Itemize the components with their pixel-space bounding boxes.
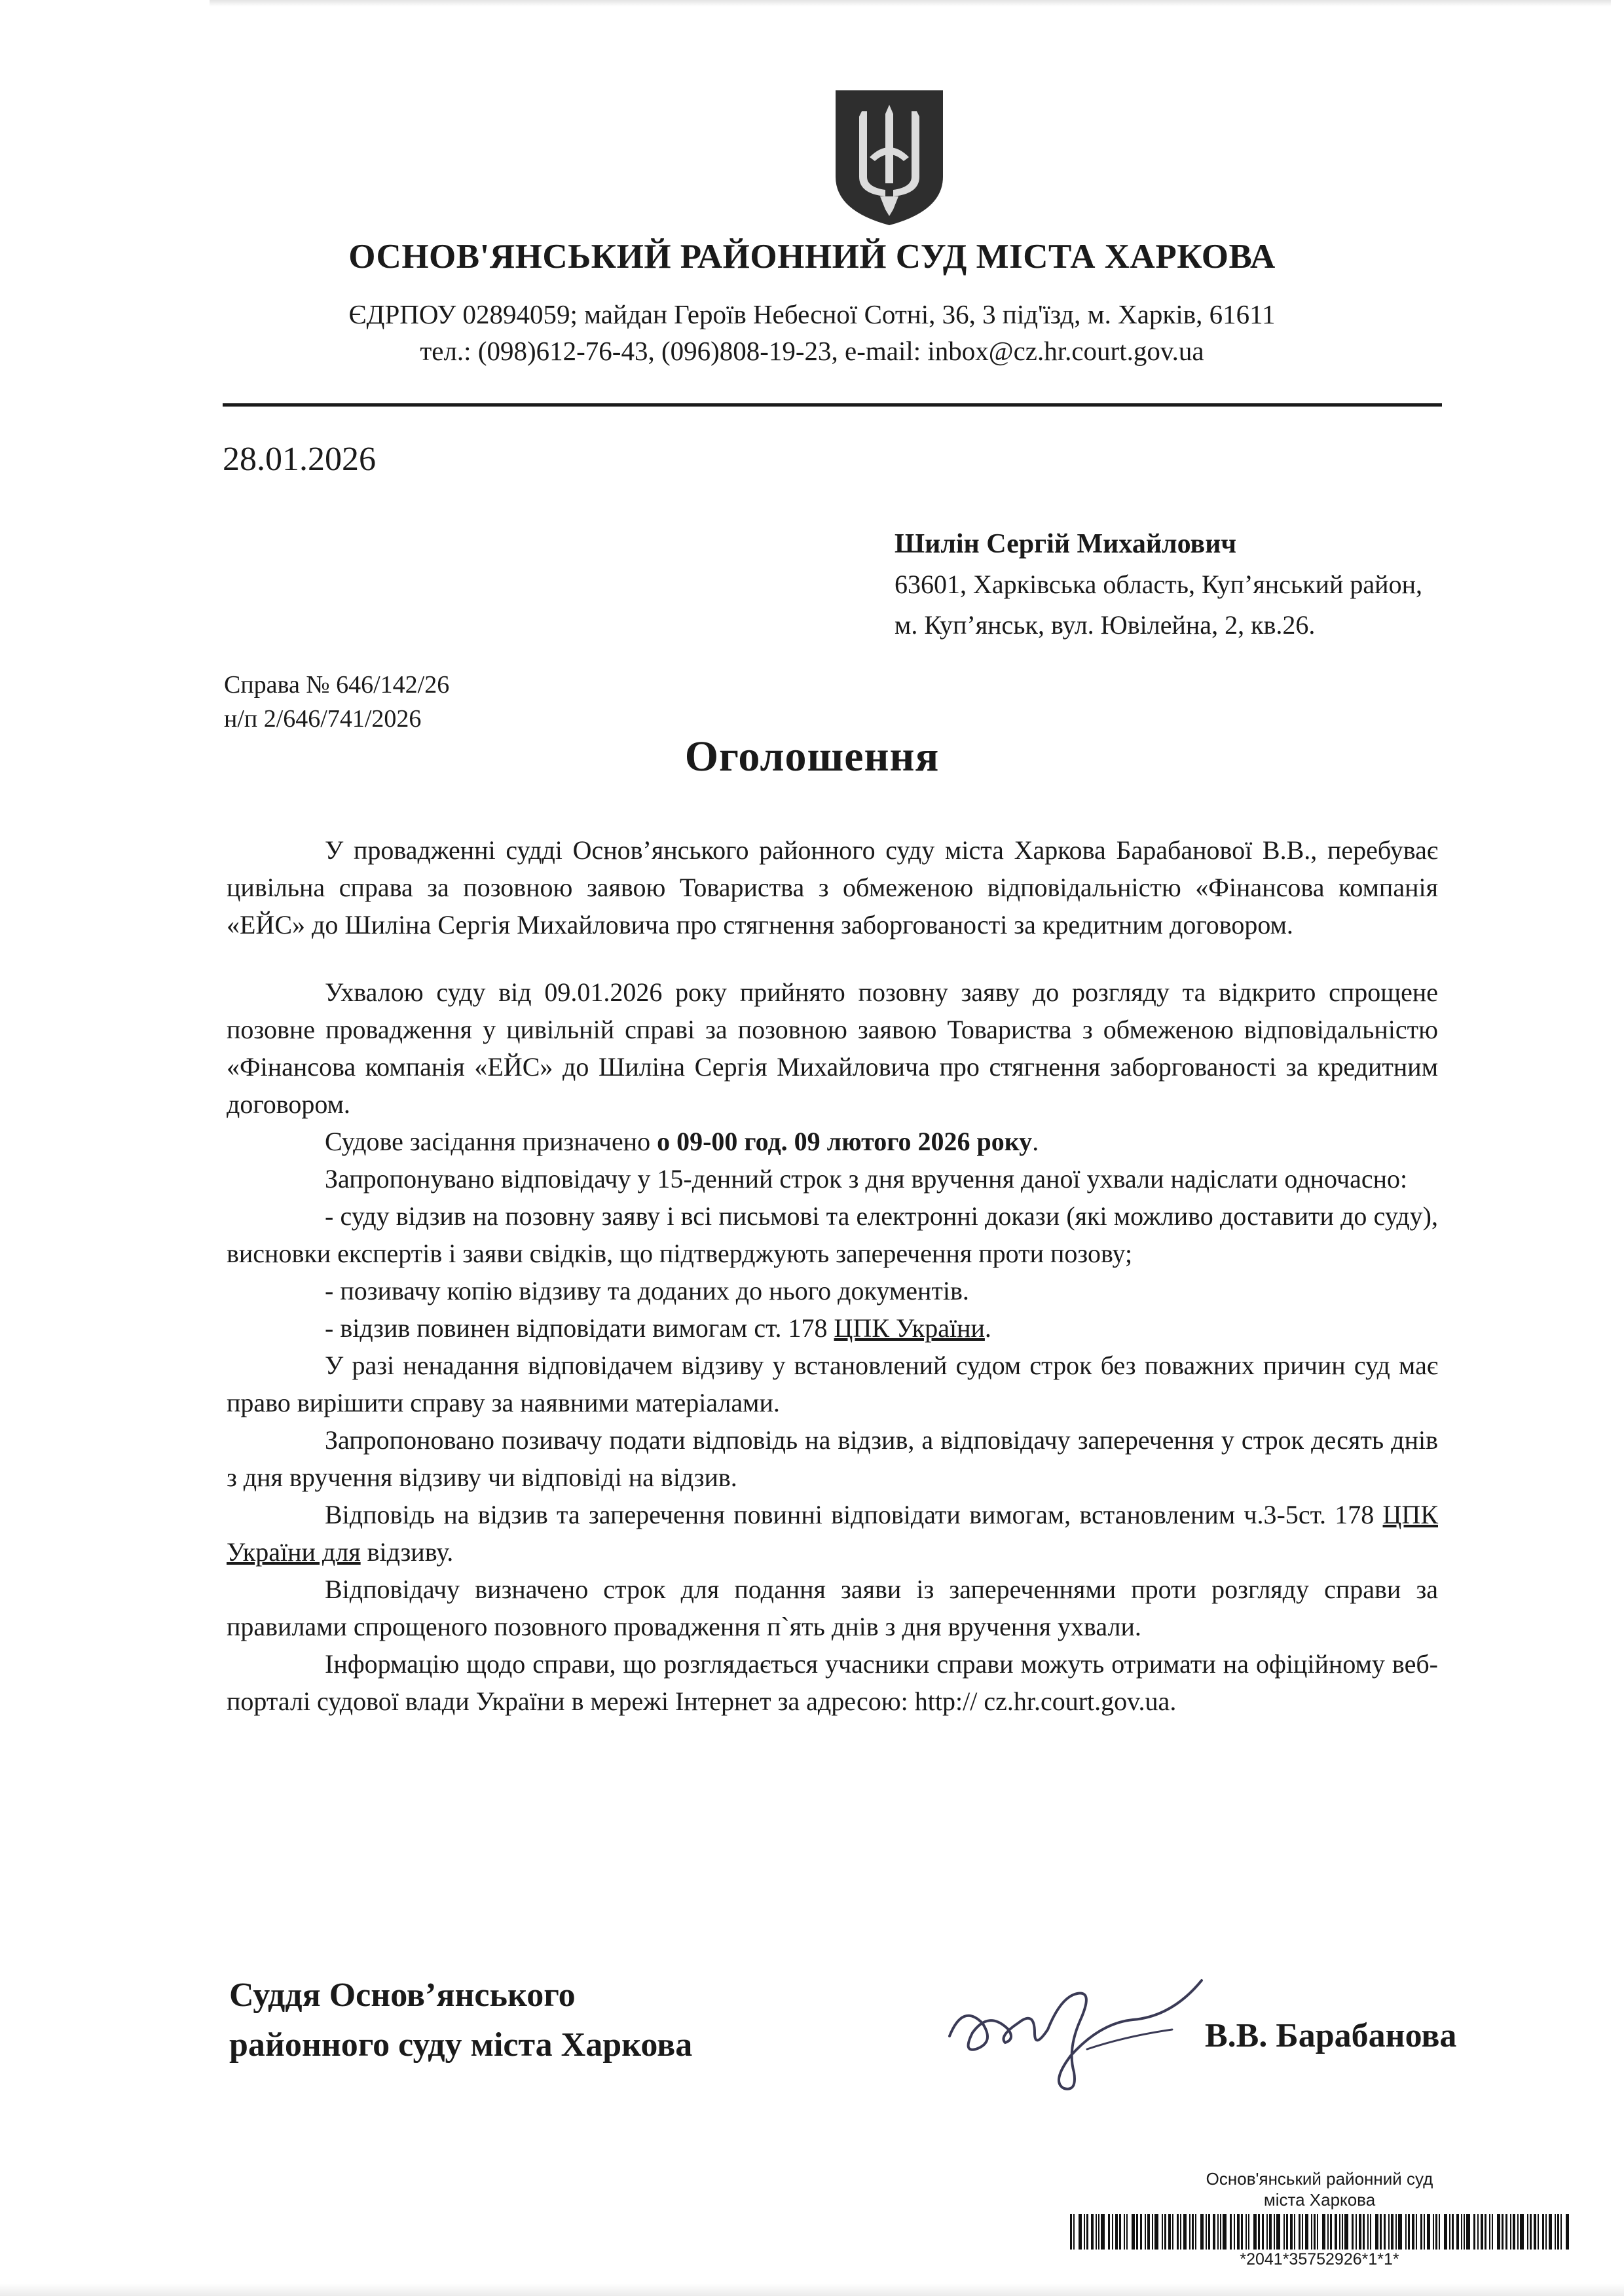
barcode-bar — [1545, 2214, 1547, 2250]
paragraph-hearing — [227, 1123, 1438, 1160]
paragraph-response-item-1: - суду відзив на позовну заяву і всі письмові та електронні докази (які можливо доставити до суду), висновки експертів і заяви свідків, що підтверджують заперечення проти позову; — [227, 1201, 1438, 1268]
barcode-bar — [1530, 2214, 1532, 2250]
barcode-bar — [1192, 2214, 1194, 2250]
barcode-bar — [1489, 2214, 1490, 2250]
case-reference — [224, 668, 449, 736]
barcode-bar — [1327, 2214, 1329, 2250]
barcode-bar — [1223, 2214, 1227, 2250]
cpk-link[interactable]: ЦПК України — [834, 1313, 985, 1343]
barcode-bar — [1096, 2214, 1097, 2250]
barcode-bar — [1299, 2214, 1301, 2250]
coat-of-arms-icon — [830, 85, 948, 229]
barcode-bar — [1248, 2214, 1249, 2250]
barcode-bar — [1538, 2214, 1539, 2250]
barcode-bar — [1154, 2214, 1158, 2250]
barcode-bar — [1555, 2214, 1556, 2250]
scan-shadow-top — [210, 0, 1611, 7]
barcode-bar — [1168, 2214, 1171, 2250]
recipient-block — [895, 524, 1422, 646]
barcode-bar — [1266, 2214, 1268, 2250]
barcode-bar — [1180, 2214, 1181, 2250]
barcode-bar — [1370, 2214, 1371, 2250]
barcode-bar — [1557, 2214, 1559, 2250]
barcode-bar — [1091, 2214, 1094, 2250]
barcode-bar — [1398, 2214, 1402, 2250]
barcode-bar — [1276, 2214, 1280, 2250]
barcode-bar — [1375, 2214, 1378, 2250]
barcode-bar — [1241, 2214, 1243, 2250]
barcode-bar — [1466, 2214, 1470, 2250]
barcode-bar — [1132, 2214, 1135, 2250]
barcode-bar — [1412, 2214, 1414, 2250]
barcode-bar — [1520, 2214, 1524, 2250]
paragraph-ruling: Ухвалою суду від 09.01.2026 року прийнято позовну заяву до розгляду та відкрито спрощене позовне провадження у цивільній справі за позовною заявою Товариства з обмеженою відповідальністю «Фінансова компанія «ЕЙС» до Шиліна Сергія Михайловича про стягнення заборгованості за кредитним договором. — [227, 977, 1438, 1119]
barcode-bar — [1433, 2214, 1434, 2250]
barcode-bar — [1258, 2214, 1260, 2250]
barcode-bar — [1485, 2214, 1486, 2250]
paragraph-proceeding: У провадженні судді Основ’янського районного суду міста Харкова Барабанової В.В., перебуває цивільна справа за позовною заявою Товариства з обмеженою відповідальністю «Фінансова компанія «ЕЙС» до Шиліна Сергія Михайловича про стягнення заборгованості за кредитним договором. — [227, 835, 1438, 939]
scan-shadow-bottom — [0, 2284, 1624, 2296]
item-3-period: . — [984, 1313, 991, 1343]
barcode-bar — [1427, 2214, 1430, 2250]
hearing-datetime: о 09-00 год. 09 лютого 2026 року — [657, 1127, 1033, 1156]
barcode-bar — [1464, 2214, 1465, 2250]
barcode-bar — [1208, 2214, 1210, 2250]
barcode-bar — [1342, 2214, 1343, 2250]
recipient-address-line-1: 63601, Харківська область, Куп’янський район, — [895, 570, 1422, 599]
barcode-bar — [1136, 2214, 1138, 2250]
barcode-bar — [1527, 2214, 1528, 2250]
barcode-bar — [1497, 2214, 1500, 2250]
barcode-bar — [1317, 2214, 1318, 2250]
barcode-bar — [1086, 2214, 1088, 2250]
document-date: 28.01.2026 — [223, 441, 376, 478]
paragraph-objection-deadline: Відповідачу визначено строк для подання заяви із запереченнями проти розгляду справи за правилами спрощеного позовного провадження п`ять днів з дня вручення ухвали. — [227, 1575, 1438, 1641]
barcode-bar — [1391, 2214, 1393, 2250]
item-3-text: - відзив повинен відповідати вимогам ст. 178 — [325, 1313, 834, 1343]
barcode-bar — [1206, 2214, 1207, 2250]
barcode-bar — [1269, 2214, 1272, 2250]
barcode-bar — [1101, 2214, 1105, 2250]
barcode-bar — [1461, 2214, 1462, 2250]
barcode-bar — [1566, 2214, 1569, 2250]
barcode-bar — [1189, 2214, 1190, 2250]
barcode-bar — [1473, 2214, 1475, 2250]
barcode-bar — [1283, 2214, 1285, 2250]
barcode-bar — [1152, 2214, 1153, 2250]
judge-position — [229, 1971, 692, 2070]
barcode-bar — [1274, 2214, 1275, 2250]
stamp-court-line-1: Основ'янський районний суд — [1206, 2169, 1433, 2189]
barcode-bar — [1388, 2214, 1390, 2250]
barcode-bar — [1126, 2214, 1128, 2250]
barcode-bar — [1147, 2214, 1150, 2250]
barcode-bar — [1395, 2214, 1397, 2250]
barcode-bar — [1079, 2214, 1082, 2250]
barcode-bar — [1542, 2214, 1544, 2250]
barcode-bar — [1108, 2214, 1110, 2250]
barcode-bar — [1172, 2214, 1173, 2250]
barcode-bar — [1253, 2214, 1257, 2250]
barcode-bar — [1424, 2214, 1425, 2250]
case-number: Справа № 646/142/26 — [224, 671, 450, 699]
announcement-body — [227, 831, 1438, 1720]
paragraph-info-portal: Інформацію щодо справи, що розглядається учасники справи можуть отримати на офіційному веб-порталі судової влади України в мережі Інтернет за адресою: http:// cz.hr.court.gov.ua. — [227, 1649, 1438, 1716]
barcode-bar — [1352, 2214, 1354, 2250]
barcode-bar — [1330, 2214, 1332, 2250]
barcode-bar — [1237, 2214, 1240, 2250]
barcode-bar — [1246, 2214, 1247, 2250]
barcode-bar — [1305, 2214, 1308, 2250]
barcode-bar — [1073, 2214, 1075, 2250]
barcode-bar — [1213, 2214, 1215, 2250]
barcode-bar — [1314, 2214, 1316, 2250]
paragraph-reply-requirements — [227, 1496, 1438, 1571]
barcode-bar — [1119, 2214, 1121, 2250]
barcode-bar — [1560, 2214, 1562, 2250]
paragraph-no-response: У разі ненадання відповідачем відзиву у встановлений судом строк без поважних причин суд має право вирішити справу за наявними матеріалами. — [227, 1351, 1438, 1417]
barcode-bar — [1290, 2214, 1293, 2250]
barcode-bar — [1510, 2214, 1511, 2250]
barcode-bar — [1367, 2214, 1369, 2250]
judge-position-line-2: районного суду міста Харкова — [229, 2026, 693, 2064]
barcode-bar — [1505, 2214, 1507, 2250]
barcode-bar — [1339, 2214, 1340, 2250]
barcode-bar — [1456, 2214, 1459, 2250]
barcode-bar — [1452, 2214, 1454, 2250]
barcode-bar — [1449, 2214, 1450, 2250]
barcode-bar — [1481, 2214, 1483, 2250]
barcode-bar — [1294, 2214, 1295, 2250]
barcode-bar — [1177, 2214, 1179, 2250]
barcode-bar — [1230, 2214, 1232, 2250]
court-contacts: тел.: (098)612-76-43, (096)808-19-23, e-mail: inbox@cz.hr.court.gov.ua — [420, 336, 1204, 366]
barcode-bar — [1195, 2214, 1196, 2250]
barcode-bar — [1112, 2214, 1113, 2250]
barcode-bar — [1311, 2214, 1312, 2250]
barcode-bar — [1162, 2214, 1163, 2250]
hearing-period: . — [1032, 1127, 1039, 1156]
barcode-bar — [1513, 2214, 1515, 2250]
barcode-bar — [1517, 2214, 1519, 2250]
barcode-bar — [1534, 2214, 1536, 2250]
barcode-number: *2041*35752926*1*1* — [1240, 2250, 1399, 2269]
barcode-bar — [1070, 2214, 1072, 2250]
barcode-bar — [1344, 2214, 1348, 2250]
barcode-bar — [1164, 2214, 1166, 2250]
barcode-bar — [1220, 2214, 1221, 2250]
barcode-bar — [1502, 2214, 1504, 2250]
barcode-bar — [1115, 2214, 1118, 2250]
barcode-bar — [1420, 2214, 1422, 2250]
barcode-bar — [1416, 2214, 1417, 2250]
barcode-bar — [1477, 2214, 1479, 2250]
barcode-bar — [1140, 2214, 1142, 2250]
barcode-bar — [1435, 2214, 1437, 2250]
barcode-bar — [1084, 2214, 1085, 2250]
requirements-end: відзиву. — [360, 1537, 454, 1567]
header-divider — [223, 403, 1442, 407]
barcode-bar — [1124, 2214, 1125, 2250]
barcode-bar — [1405, 2214, 1407, 2250]
requirements-text: Відповідь на відзив та заперечення повинні відповідати вимогам, встановленим ч.3-5ст. 178 — [325, 1500, 1383, 1529]
stamp-court-line-2: міста Харкова — [1263, 2190, 1376, 2210]
barcode-bar — [1356, 2214, 1357, 2250]
barcode-bar — [1359, 2214, 1361, 2250]
registry-stamp — [1067, 2168, 1572, 2269]
recipient-name: Шилін Сергій Михайлович — [895, 529, 1237, 559]
barcode-bar — [1302, 2214, 1303, 2250]
hearing-text: Судове засідання призначено — [325, 1127, 657, 1156]
barcode-bar — [1380, 2214, 1382, 2250]
paragraph-reply-deadline: Запропоновано позивачу подати відповідь на відзив, а відповідачу заперечення у строк десять днів з дня вручення відзиву чи відповіді на відзив. — [227, 1425, 1438, 1492]
barcode-bar — [1286, 2214, 1288, 2250]
barcode-bar — [1384, 2214, 1386, 2250]
barcode-bar — [1234, 2214, 1235, 2250]
court-address: ЄДРПОУ 02894059; майдан Героїв Небесної Сотні, 36, 3 під'їзд, м. Харків, 61611 — [348, 299, 1276, 329]
cpk-link-2[interactable]: ЦПК України для — [227, 1500, 1438, 1567]
barcode-bar — [1098, 2214, 1099, 2250]
document-title: Оголошення — [684, 733, 940, 780]
barcode-bar — [1145, 2214, 1146, 2250]
judge-position-line-1: Суддя Основ’янського — [229, 1977, 576, 2014]
barcode-bar — [1217, 2214, 1219, 2250]
recipient-address-line-2: м. Куп’янськ, вул. Ювілейна, 2, кв.26. — [895, 610, 1316, 640]
paragraph-response-item-3 — [227, 1309, 1438, 1347]
barcode-bar — [1549, 2214, 1552, 2250]
barcode-bar — [1322, 2214, 1325, 2250]
handwritten-signature — [936, 1958, 1211, 2102]
barcode-bar — [1200, 2214, 1204, 2250]
barcode-bar — [1363, 2214, 1365, 2250]
barcode-bar — [1439, 2214, 1440, 2250]
signer-name: В.В. Барабанова — [1205, 2017, 1457, 2054]
barcode-bar — [1492, 2214, 1493, 2250]
paragraph-response-deadline: Запропонувано відповідачу у 15-денний строк з дня вручення даної ухвали надіслати одночасно: — [325, 1164, 1408, 1194]
barcode-bar — [1183, 2214, 1187, 2250]
proceeding-number: н/п 2/646/741/2026 — [224, 705, 422, 733]
paragraph-response-item-2: - позивачу копію відзиву та доданих до нього документів. — [325, 1276, 969, 1305]
barcode — [1067, 2214, 1572, 2250]
barcode-bar — [1444, 2214, 1447, 2250]
barcode-bar — [1408, 2214, 1410, 2250]
barcode-bar — [1262, 2214, 1264, 2250]
court-name: ОСНОВ'ЯНСЬКИЙ РАЙОННИЙ СУД МІСТА ХАРКОВА — [348, 238, 1276, 276]
barcode-bar — [1335, 2214, 1337, 2250]
